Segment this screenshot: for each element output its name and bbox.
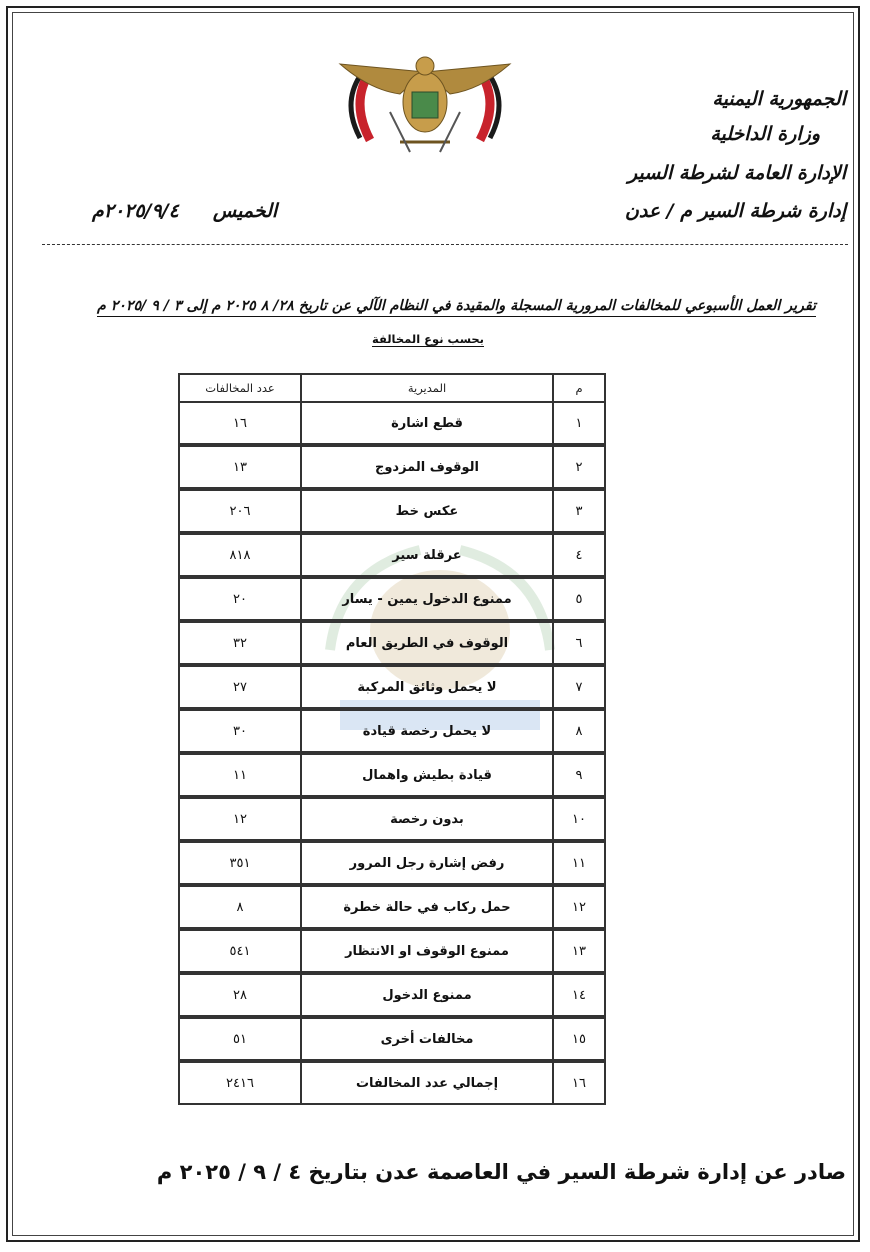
table-row bbox=[179, 798, 605, 840]
row-name: ممنوع الوقوف او الانتظار bbox=[301, 930, 553, 972]
table-row bbox=[179, 842, 605, 884]
table-row bbox=[179, 622, 605, 664]
row-count: ٥١ bbox=[179, 1018, 301, 1060]
row-num: ١١ bbox=[553, 842, 605, 884]
table-row bbox=[179, 666, 605, 708]
table-row bbox=[179, 1062, 605, 1104]
violations-table bbox=[178, 373, 606, 1105]
table-row bbox=[179, 578, 605, 620]
report-date bbox=[92, 200, 277, 222]
table-header-row bbox=[179, 374, 605, 402]
branch-name: إدارة شرطة السير م / عدن bbox=[624, 200, 846, 222]
report-subtitle: بحسب نوع المخالفة bbox=[371, 332, 485, 346]
table-row bbox=[179, 402, 605, 444]
dashed-divider bbox=[42, 244, 848, 245]
row-count: ٢٠ bbox=[179, 578, 301, 620]
table-row bbox=[179, 974, 605, 1016]
row-count: ١٢ bbox=[179, 798, 301, 840]
row-count: ٨ bbox=[179, 886, 301, 928]
row-num: ١٠ bbox=[553, 798, 605, 840]
row-name: رفض إشارة رجل المرور bbox=[301, 842, 553, 884]
row-count: ٢٨ bbox=[179, 974, 301, 1016]
row-num: ٨ bbox=[553, 710, 605, 752]
row-name: لا يحمل رخصة قيادة bbox=[301, 710, 553, 752]
yemen-emblem-icon bbox=[330, 42, 520, 160]
table-row bbox=[179, 930, 605, 972]
table-row bbox=[179, 710, 605, 752]
report-day: الخميس bbox=[212, 200, 278, 222]
footer-issued-note: صادر عن إدارة شرطة السير في العاصمة عدن بتاريخ ٤ / ٩ / ٢٠٢٥ م bbox=[156, 1160, 846, 1184]
table-row bbox=[179, 886, 605, 928]
row-name: عرقلة سير bbox=[301, 534, 553, 576]
row-num: ٥ bbox=[553, 578, 605, 620]
row-name: قطع اشارة bbox=[301, 402, 553, 444]
row-name: مخالفات أخرى bbox=[301, 1018, 553, 1060]
header-name: المديرية bbox=[301, 374, 553, 402]
row-name: حمل ركاب في حالة خطرة bbox=[301, 886, 553, 928]
directorate-name: الإدارة العامة لشرطة السير bbox=[628, 162, 846, 184]
header-num: م bbox=[553, 374, 605, 402]
row-count: ١٦ bbox=[179, 402, 301, 444]
row-name: الوقوف المزدوج bbox=[301, 446, 553, 488]
table-row bbox=[179, 446, 605, 488]
row-num: ٤ bbox=[553, 534, 605, 576]
row-name: ممنوع الدخول يمين - يسار bbox=[301, 578, 553, 620]
republic-name: الجمهورية اليمنية bbox=[712, 88, 846, 110]
row-num: ٩ bbox=[553, 754, 605, 796]
table-row bbox=[179, 754, 605, 796]
row-num: ١ bbox=[553, 402, 605, 444]
table-row bbox=[179, 1018, 605, 1060]
row-num: ٧ bbox=[553, 666, 605, 708]
row-num: ١٥ bbox=[553, 1018, 605, 1060]
report-date-value: ٢٠٢٥/٩/٤م bbox=[92, 200, 179, 222]
row-num: ١٦ bbox=[553, 1062, 605, 1104]
header-count: عدد المخالفات bbox=[179, 374, 301, 402]
row-name: عكس خط bbox=[301, 490, 553, 532]
row-num: ١٣ bbox=[553, 930, 605, 972]
row-count: ٣٥١ bbox=[179, 842, 301, 884]
row-name: ممنوع الدخول bbox=[301, 974, 553, 1016]
row-count: ١٣ bbox=[179, 446, 301, 488]
row-count: ٢٧ bbox=[179, 666, 301, 708]
row-num: ١٤ bbox=[553, 974, 605, 1016]
row-num: ٣ bbox=[553, 490, 605, 532]
row-count: ١١ bbox=[179, 754, 301, 796]
table-row bbox=[179, 534, 605, 576]
row-num: ٦ bbox=[553, 622, 605, 664]
row-num: ١٢ bbox=[553, 886, 605, 928]
row-count: ٢٤١٦ bbox=[179, 1062, 301, 1104]
row-num: ٢ bbox=[553, 446, 605, 488]
row-name: إجمالي عدد المخالفات bbox=[301, 1062, 553, 1104]
table-row bbox=[179, 490, 605, 532]
report-title: تقرير العمل الأسبوعي للمخالفات المرورية المسجلة والمقيدة في النظام الآلي عن تاريخ ٢٨/ ٨ ٢٠٢٥ م إلى ٣ / ٩ /٢٠٢٥ م bbox=[20, 298, 816, 314]
row-count: ٣٢ bbox=[179, 622, 301, 664]
ministry-name: وزارة الداخلية bbox=[710, 123, 820, 145]
row-count: ٢٠٦ bbox=[179, 490, 301, 532]
row-count: ٣٠ bbox=[179, 710, 301, 752]
row-name: قيادة بطيش واهمال bbox=[301, 754, 553, 796]
row-name: الوقوف في الطريق العام bbox=[301, 622, 553, 664]
row-name: بدون رخصة bbox=[301, 798, 553, 840]
row-name: لا يحمل وثائق المركبة bbox=[301, 666, 553, 708]
row-count: ٥٤١ bbox=[179, 930, 301, 972]
row-count: ٨١٨ bbox=[179, 534, 301, 576]
